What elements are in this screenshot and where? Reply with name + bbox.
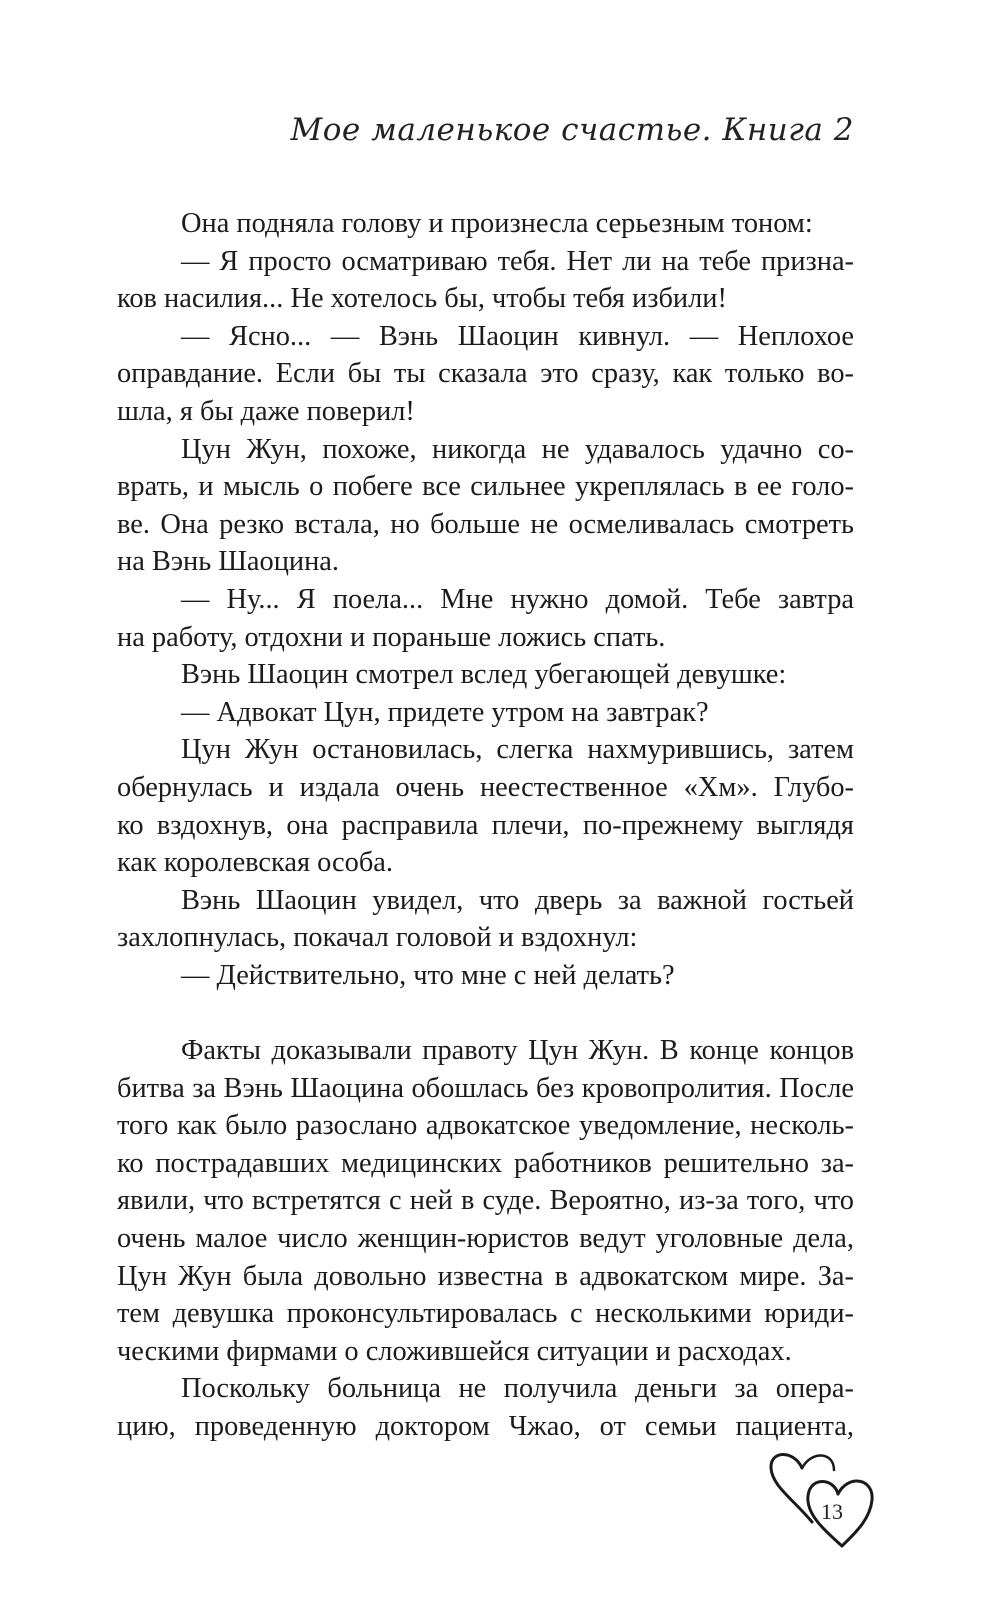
text-line: ческими фирмами о сложившейся ситуации и расходах.: [117, 1335, 792, 1367]
text-line: захлопнулась, покачал головой и вздохнул:: [117, 922, 638, 954]
text-line: — Действительно, что мне с ней делать?: [181, 959, 675, 991]
double-heart-icon: [768, 1438, 878, 1550]
text-line: обернулась и издала очень неестественное «Хм». Глубо-: [117, 771, 854, 803]
text-line: тем девушка проконсультировалась с несколькими юриди-: [117, 1298, 854, 1330]
text-line: Цун Жун, похоже, никогда не удавалось удачно со-: [181, 433, 854, 465]
text-line: очень малое число женщин-юристов ведут уголовные дела,: [117, 1223, 854, 1255]
text-line: ве. Она резко встала, но больше не осмеливалась смотреть: [117, 508, 854, 540]
text-line: Поскольку больница не получила деньги за опера-: [181, 1373, 854, 1405]
text-line: шла, я бы даже поверил!: [117, 395, 415, 427]
text-line: битва за Вэнь Шаоцина обошлась без кровопролития. После: [117, 1072, 854, 1104]
text-line: — Ну... Я поела... Мне нужно домой. Тебе завтра: [181, 583, 854, 615]
page-number: 13: [821, 1499, 843, 1524]
text-line: — Я просто осматриваю тебя. Нет ли на тебе призна-: [181, 245, 854, 277]
text-line: ков насилия... Не хотелось бы, чтобы тебя избили!: [117, 283, 727, 315]
text-line: Вэнь Шаоцин смотрел вслед убегающей девушке:: [181, 659, 787, 691]
text-line: ко пострадавших медицинских работников решительно за-: [117, 1147, 854, 1179]
body-text: [117, 205, 854, 1446]
text-line: на работу, отдохни и пораньше ложись спать.: [117, 621, 666, 653]
text-line: оправдание. Если бы ты сказала это сразу, как только во-: [117, 358, 854, 390]
text-line: Она подняла голову и произнесла серьезным тоном:: [181, 208, 813, 239]
text-line: цию, проведенную доктором Чжао, от семьи пациента,: [117, 1411, 854, 1442]
text-line: врать, и мысль о побеге все сильнее укреплялась в ее голо-: [117, 471, 854, 503]
text-line: явили, что встретятся с ней в суде. Вероятно, из-за того, что: [117, 1185, 854, 1217]
text-line: — Ясно... — Вэнь Шаоцин кивнул. — Неплохое: [181, 320, 854, 352]
text-line: — Адвокат Цун, придете утром на завтрак?: [181, 696, 709, 728]
text-line: ко вздохнув, она расправила плечи, по-прежнему выглядя: [117, 809, 854, 841]
text-line: Факты доказывали правоту Цун Жун. В конце концов: [181, 1035, 854, 1067]
text-line: того как было разослано адвокатское уведомление, несколь-: [117, 1110, 854, 1142]
section-break: [117, 994, 854, 1032]
text-line: Цун Жун остановилась, слегка нахмурившись, затем: [181, 734, 854, 766]
text-line: как королевская особа.: [117, 847, 393, 879]
text-line: Цун Жун была довольно известна в адвокатском мире. За-: [117, 1260, 854, 1292]
text-line: на Вэнь Шаоцина.: [117, 546, 339, 578]
text-line: Вэнь Шаоцин увидел, что дверь за важной гостьей: [181, 884, 854, 916]
running-header: Мое маленькое счастье. Книга 2: [290, 112, 854, 148]
